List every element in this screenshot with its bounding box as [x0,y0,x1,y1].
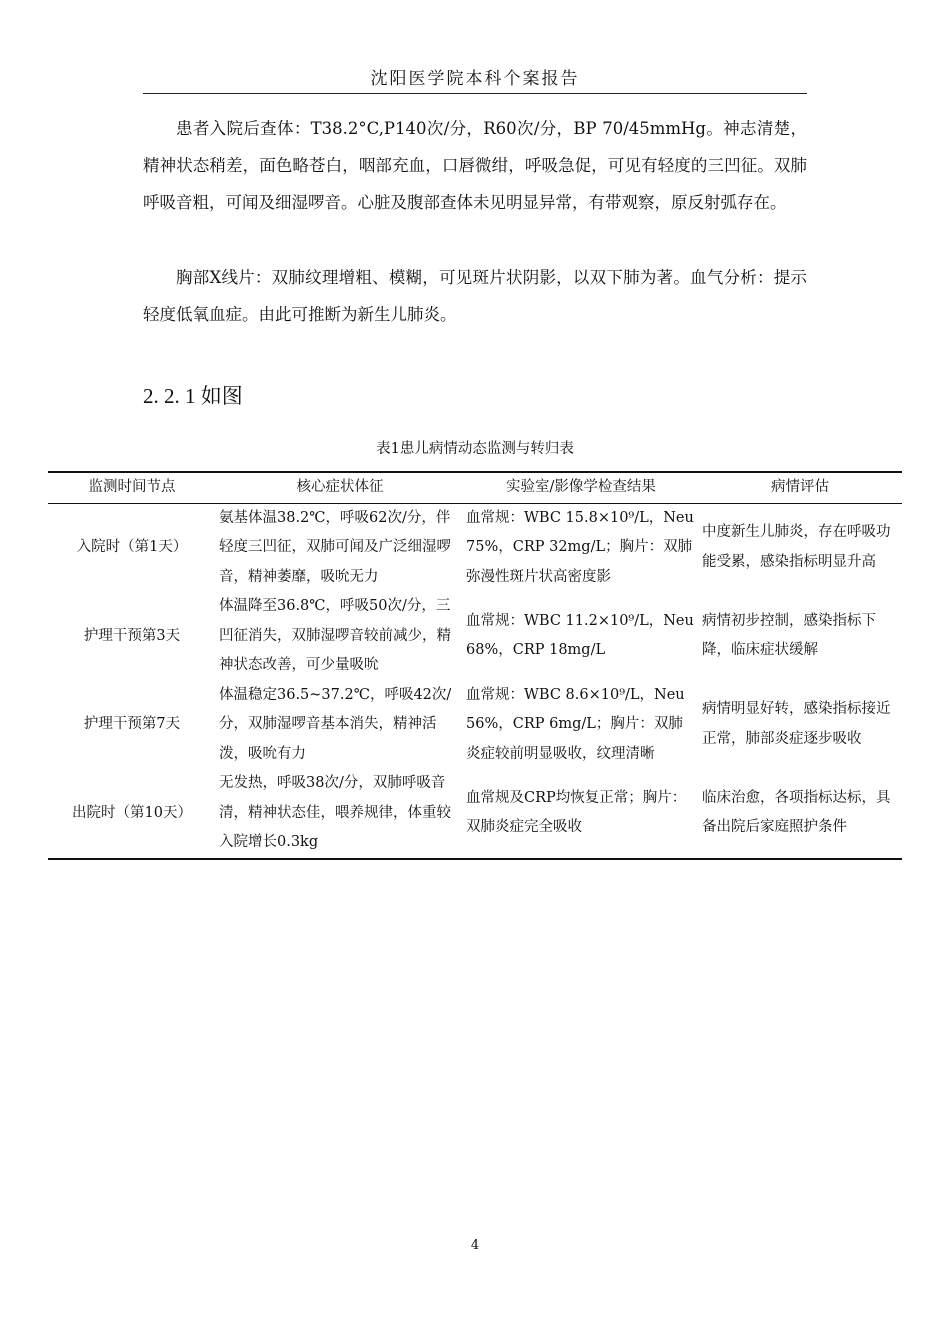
labs-cell: 血常规：WBC 11.2×10⁹/L，Neu 68%，CRP 18mg/L [466,612,694,659]
table-row [48,681,902,770]
column-header: 实验室/影像学检查结果 [506,479,656,495]
paragraph-text: 胸部Ⅹ线片：双肺纹理增粗、模糊，可见斑片状阴影，以双下肺为著。血气分析：提示轻度低氧血症。由此可推断为新生儿肺炎。 [143,268,807,324]
column-header: 病情评估 [771,479,829,495]
symptoms-cell: 氨基体温38.2℃，呼吸62次/分，伴轻度三凹征，双肺可闻及广泛细湿啰音，精神萎靡，吸吮无力 [219,509,451,585]
assessment-cell: 临床治愈，各项指标达标，具备出院后家庭照护条件 [702,789,891,836]
section-heading: 2. 2. 1 如图 [143,384,243,408]
labs-cell: 血常规：WBC 8.6×10⁹/L，Neu 56%，CRP 6mg/L；胸片：双肺炎症较前明显吸收，纹理清晰 [466,686,685,762]
time-cell: 护理干预第7天 [83,716,181,732]
paragraph-text: 患者入院后查体：T38.2°C,P140次/分，R60次/分，BP 70/45mmHg。神志清楚，精神状态稍差，面色略苍白，咽部充血，口唇微绀，呼吸急促，可见有轻度的三凹征。双肺呼吸音粗，可闻及细湿啰音。心脏及腹部查体未见明显异常，有带观察，原反射弧存在。 [143,119,807,212]
time-cell: 护理干预第3天 [83,627,181,644]
column-header: 监测时间节点 [88,479,176,495]
column-header: 核心症状体征 [296,479,384,495]
table-row [48,503,902,592]
assessment-cell: 病情明显好转，感染指标接近正常，肺部炎症逐步吸收 [702,701,891,747]
running-header: 沈阳医学院本科个案报告 [370,69,580,89]
table-row [48,769,902,859]
symptoms-cell: 无发热，呼吸38次/分，双肺呼吸音清，精神状态佳，喂养规律，体重较入院增长0.3kg [219,775,451,850]
header-divider [143,93,807,94]
page-number: 4 [470,1238,480,1253]
symptoms-cell: 体温降至36.8℃，呼吸50次/分，三凹征消失，双肺湿啰音较前减少，精神状态改善，可少量吸吮 [219,598,451,673]
symptoms-cell: 体温稳定36.5~37.2℃，呼吸42次/分，双肺湿啰音基本消失，精神活泼，吸吮有力 [219,686,452,762]
time-cell: 入院时（第1天） [76,539,188,555]
monitoring-table [48,471,902,860]
labs-cell: 血常规：WBC 15.8×10⁹/L，Neu 75%，CRP 32mg/L；胸片：双肺弥漫性斑片状高密度影 [466,509,694,585]
body-paragraph-xray [143,259,807,333]
body-paragraph-exam [143,110,807,221]
labs-cell: 血常规及CRP均恢复正常；胸片：双肺炎症完全吸收 [466,789,687,836]
table-caption: 表1患儿病情动态监测与转归表 [376,441,574,457]
table-header-row [48,472,902,503]
assessment-cell: 中度新生儿肺炎，存在呼吸功能受累，感染指标明显升高 [702,524,891,570]
assessment-cell: 病情初步控制，感染指标下降，临床症状缓解 [702,612,876,659]
table-row [48,592,902,681]
time-cell: 出院时（第10天） [72,804,192,821]
